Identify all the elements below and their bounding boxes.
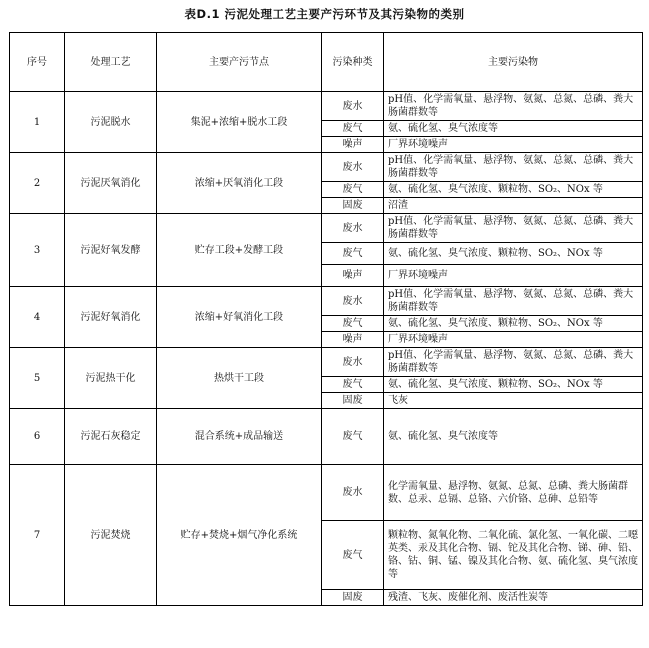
pollution-kind: 废气 <box>322 182 384 198</box>
pollution-kind: 固废 <box>322 393 384 409</box>
main-pollutants: 氨、硫化氢、臭气浓度等 <box>384 409 643 465</box>
main-pollutants: pH值、化学需氧量、悬浮物、氨氮、总氮、总磷、粪大肠菌群数等 <box>384 287 643 316</box>
main-pollutants: pH值、化学需氧量、悬浮物、氨氮、总氮、总磷、粪大肠菌群数等 <box>384 92 643 121</box>
pollution-kind: 废气 <box>322 243 384 265</box>
main-pollutants: 氨、硫化氢、臭气浓度、颗粒物、SO₂、NOx 等 <box>384 182 643 198</box>
main-pollutants: 颗粒物、氮氧化物、二氧化硫、氯化氢、一氧化碳、二噁英类、汞及其化合物、镉、铊及其化合物、锑、砷、铅、铬、钴、铜、锰、镍及其化合物、氨、硫化氢、臭气浓度等 <box>384 521 643 590</box>
table-title: 表D.1 污泥处理工艺主要产污环节及其污染物的类别 <box>184 7 465 21</box>
main-pollutants: pH值、化学需氧量、悬浮物、氨氮、总氮、总磷、粪大肠菌群数等 <box>384 214 643 243</box>
pollution-kind: 噪声 <box>322 137 384 153</box>
main-pollutants: 厂界环境噪声 <box>384 265 643 287</box>
row-number: 4 <box>10 287 65 348</box>
header-row <box>10 33 643 92</box>
pollution-kind: 废水 <box>322 465 384 521</box>
header-pollutants: 主要污染物 <box>384 33 643 92</box>
pollution-node: 贮存工段+发酵工段 <box>157 214 322 287</box>
pollution-kind: 废气 <box>322 121 384 137</box>
process-name: 污泥好氧发酵 <box>65 214 157 287</box>
header-node: 主要产污节点 <box>157 33 322 92</box>
pollution-kind: 废水 <box>322 92 384 121</box>
pollution-node: 集泥+浓缩+脱水工段 <box>157 92 322 153</box>
pollution-kind: 废水 <box>322 287 384 316</box>
pollution-kind: 废气 <box>322 377 384 393</box>
pollution-node: 混合系统+成品输送 <box>157 409 322 465</box>
process-name: 污泥厌氧消化 <box>65 153 157 214</box>
table-body <box>10 92 643 606</box>
pollution-kind: 固废 <box>322 198 384 214</box>
main-pollutants: 氨、硫化氢、臭气浓度、颗粒物、SO₂、NOx 等 <box>384 316 643 332</box>
process-name: 污泥好氧消化 <box>65 287 157 348</box>
table-row <box>10 153 643 182</box>
pollution-kind: 噪声 <box>322 265 384 287</box>
pollution-kind: 噪声 <box>322 332 384 348</box>
table-row <box>10 409 643 465</box>
main-pollutants: 飞灰 <box>384 393 643 409</box>
process-name: 污泥热干化 <box>65 348 157 409</box>
row-number: 5 <box>10 348 65 409</box>
pollution-node: 贮存+焚烧+烟气净化系统 <box>157 465 322 606</box>
table-row <box>10 214 643 243</box>
main-pollutants: pH值、化学需氧量、悬浮物、氨氮、总氮、总磷、粪大肠菌群数等 <box>384 153 643 182</box>
process-name: 污泥石灰稳定 <box>65 409 157 465</box>
pollution-node: 浓缩+厌氧消化工段 <box>157 153 322 214</box>
row-number: 1 <box>10 92 65 153</box>
main-pollutants: 氨、硫化氢、臭气浓度等 <box>384 121 643 137</box>
row-number: 7 <box>10 465 65 606</box>
main-pollutants: 沼渣 <box>384 198 643 214</box>
table-row <box>10 287 643 316</box>
pollution-kind: 废气 <box>322 521 384 590</box>
process-name: 污泥焚烧 <box>65 465 157 606</box>
pollution-table <box>9 32 643 606</box>
row-number: 6 <box>10 409 65 465</box>
header-no: 序号 <box>10 33 65 92</box>
header-process: 处理工艺 <box>65 33 157 92</box>
main-pollutants: 厂界环境噪声 <box>384 137 643 153</box>
pollution-kind: 固废 <box>322 590 384 606</box>
main-pollutants: 残渣、飞灰、废催化剂、废活性炭等 <box>384 590 643 606</box>
row-number: 3 <box>10 214 65 287</box>
pollution-node: 浓缩+好氧消化工段 <box>157 287 322 348</box>
main-pollutants: pH值、化学需氧量、悬浮物、氨氮、总氮、总磷、粪大肠菌群数等 <box>384 348 643 377</box>
pollution-node: 热烘干工段 <box>157 348 322 409</box>
row-number: 2 <box>10 153 65 214</box>
pollution-kind: 废气 <box>322 409 384 465</box>
table-row <box>10 92 643 121</box>
main-pollutants: 化学需氧量、悬浮物、氨氮、总氮、总磷、粪大肠菌群数、总汞、总镉、总铬、六价铬、总砷、总铅等 <box>384 465 643 521</box>
pollution-kind: 废气 <box>322 316 384 332</box>
table-row <box>10 465 643 521</box>
main-pollutants: 厂界环境噪声 <box>384 332 643 348</box>
pollution-kind: 废水 <box>322 348 384 377</box>
process-name: 污泥脱水 <box>65 92 157 153</box>
header-kind: 污染种类 <box>322 33 384 92</box>
main-pollutants: 氨、硫化氢、臭气浓度、颗粒物、SO₂、NOx 等 <box>384 243 643 265</box>
main-pollutants: 氨、硫化氢、臭气浓度、颗粒物、SO₂、NOx 等 <box>384 377 643 393</box>
pollution-kind: 废水 <box>322 153 384 182</box>
table-row <box>10 348 643 377</box>
pollution-kind: 废水 <box>322 214 384 243</box>
